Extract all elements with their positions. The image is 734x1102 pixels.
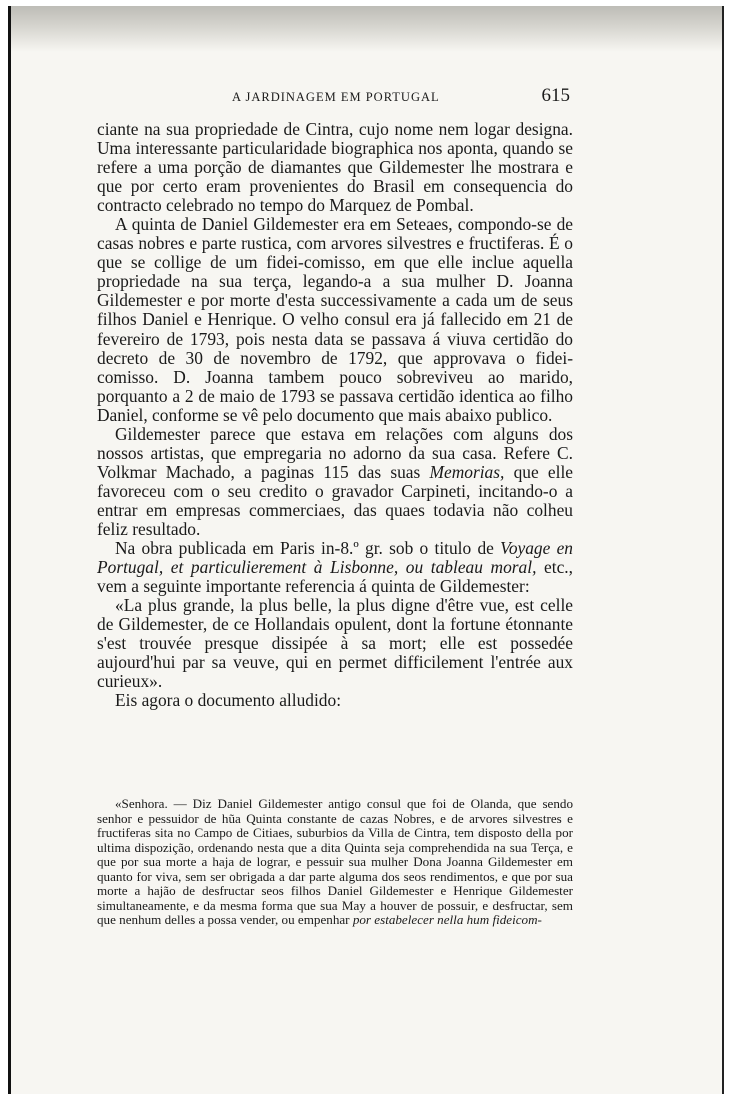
- paragraph-4: [97, 539, 573, 596]
- body-text: [97, 120, 573, 710]
- running-title: A JARDINAGEM EM PORTUGAL: [232, 90, 440, 104]
- memorias-title: Memorias,: [429, 461, 505, 482]
- paragraph-1: ciante na sua propriedade de Cintra, cujo nome nem logar designa. Uma interessante particularidade biographica nos aponta, quando se refere a uma porção de diamantes que Gildemester lhe mostrara e que por certo eram provenientes do Brasil em consequencia do contracto celebrado no tempo do Marquez de Pombal.: [97, 119, 573, 216]
- footnote-text: «Senhora. — Diz Daniel Gildemester antigo consul que foi de Olanda, que sendo senhor e pessuidor de hũa Quinta constante de cazas Nobres, e de arvores silvestres e fructiferas sita no Campo de Citiaes, suburbios da Villa de Cintra, tem disposto della por ultima dispozição, ordenando nesta que a dita Quinta seja comprehendida na sua Terça, e que por sua morte a haja de lograr, e pessuir sua mulher Dona Joanna Gildemester em quanto for viva, sem ser obrigada a dar parte alguma dos seos rendimentos, e que por sua morte a hajão de desfructar seos filhos Daniel Gildemester e Henrique Gildemester simultaneamente, e da mesma forma que sua May a houver de possuir, e desfructar, sem que nenhum delles a possa vender, ou empenhar: [97, 796, 573, 927]
- footnote-paragraph: [97, 797, 573, 928]
- footnote-italic-text: por estabelecer nella hum fideicom-: [352, 912, 542, 927]
- paragraph-3: [97, 425, 573, 539]
- page-number: 615: [541, 85, 570, 106]
- scan-shadow: [11, 6, 722, 52]
- paragraph-4-text-end: etc., vem a seguinte importante referencia á quinta de Gildemester:: [97, 557, 573, 597]
- paragraph-2: A quinta de Daniel Gildemester era em Seteaes, compondo-se de casas nobres e parte rustica, com arvores silvestres e fructiferas. É o que se collige de um fidei-comisso, em que elle inclue aquella propriedade na sua terça, legando-a a sua mulher D. Joanna Gildemester e por morte d'esta successivamente a cada um de seus filhos Daniel e Henrique. O velho consul era já fallecido em 21 de fevereiro de 1793, pois nesta data se passava á viuva certidão do decreto de 30 de novembro de 1792, que approvava o fidei-comisso. D. Joanna tambem pouco sobreviveu ao marido, porquanto a 2 de maio de 1793 se passava certidão identica ao filho Daniel, conforme se vê pelo documento que mais abaixo publico.: [97, 214, 573, 425]
- voyage-title: Voyage en Portugal, et particulierement à Lisbonne, ou tableau moral,: [97, 538, 574, 578]
- paragraph-4-text: Na obra publicada em Paris in-8.º gr. sob o titulo de: [115, 538, 501, 559]
- running-header: [92, 85, 570, 107]
- paragraph-3-text: Gildemester parece que estava em relações com alguns dos nossos artistas, que empregaria no adorno da sua casa. Refere C. Volkmar Machado, a paginas 115 das suas: [97, 423, 573, 482]
- document-transcription: [97, 797, 573, 928]
- paragraph-6: Eis agora o documento alludido:: [115, 690, 342, 711]
- french-quotation: «La plus grande, la plus belle, la plus digne d'être vue, est celle de Gildemester, de ce Hollandais opulent, dont la fortune étonnante s'est trouvée presque dissipée à sa mort; elle est possedée aujourd'hui par sa veuve, qui en permet difficilement l'entrée aux curieux».: [97, 595, 573, 692]
- paragraph-3-text-end: que elle favoreceu com o seu credito o gravador Carpineti, incitando-o a entrar em empresas commerciaes, das quaes todavia não colheu feliz resultado.: [97, 461, 573, 539]
